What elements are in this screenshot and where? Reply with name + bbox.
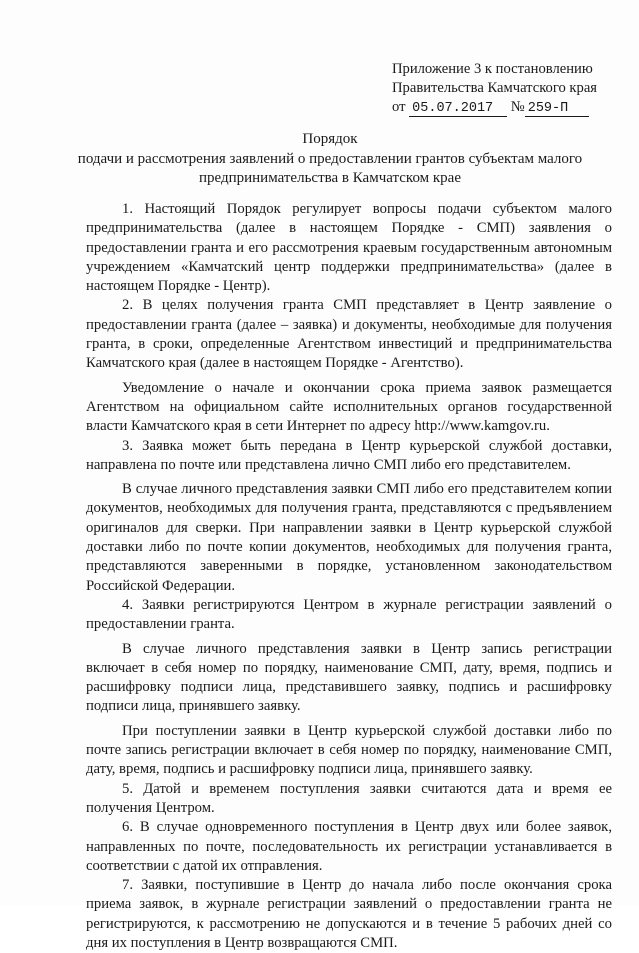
number-prefix: № (510, 99, 525, 115)
paragraph-6: 4. Заявки регистрируются Центром в журнале регистрации заявлений о предоставлении гранта. (86, 596, 612, 633)
document-title (40, 130, 620, 189)
appendix-date-line (392, 98, 622, 117)
paragraph-9: 5. Датой и временем поступления заявки считаются дата и время ее получения Центром. (86, 780, 612, 816)
title-line-3: предпринимательства в Камчатском крае (198, 170, 462, 186)
date-prefix: от (392, 99, 406, 115)
title-line-1: Порядок (302, 131, 358, 147)
appendix-line-1: Приложение 3 к постановлению (392, 61, 593, 77)
decree-number: 259-П (525, 101, 589, 117)
paragraph-8: При поступлении заявки в Центр курьерской службой доставки либо по почте запись регистрации включает в себя номер по порядку, наименование СМП, дату, время, подпись и расшифровку подписи лица, принявшего заявку. (86, 722, 612, 778)
document-body (86, 200, 612, 953)
paragraph-5: В случае личного представления заявки СМП либо его представителем копии документов, необходимых для получения гранта, представляются с предъявлением оригиналов для сверки. При направлении заявки в Центр курьерской службой доставки либо по почте копии документов, необходимых для получения гранта, представляются заверенными в порядке, установленном законодательством Российской Федерации. (86, 481, 612, 594)
paragraph-11: 7. Заявки, поступившие в Центр до начала либо после окончания срока приема заявок, в журнале регистрации заявлений о предоставлении гранта не регистрируются, к рассмотрению не допускаются и в течение 5 рабочих дней со дня их поступления в Центр возвращаются СМП. (86, 877, 612, 951)
decree-date: 05.07.2017 (409, 101, 507, 117)
paragraph-2: 2. В целях получения гранта СМП представляет в Центр заявление о предоставлении гранта (далее – заявка) и документы, необходимые для получения гранта, в сроки, определенные Агентством инвестиций и предпринимательства Камчатского края (далее в настоящем Порядке - Агентство). (86, 297, 612, 372)
appendix-header (392, 60, 622, 117)
paragraph-7: В случае личного представления заявки в Центр запись регистрации включает в себя номер по порядку, наименование СМП, дату, время, подпись и расшифровку подписи лица, представившего заявку, подпись и расшифровку подписи лица, принявшего заявку. (86, 640, 612, 715)
paragraph-3: Уведомление о начале и окончании срока приема заявок размещается Агентством на официальном сайте исполнительных органов государственной власти Камчатского края в сети Интернет по адресу http://www.kamgov.ru. (86, 379, 612, 435)
title-line-2: подачи и рассмотрения заявлений о предоставлении грантов субъектам малого (77, 150, 583, 167)
paragraph-10: 6. В случае одновременного поступления в Центр двух или более заявок, направленных по почте, последовательность их регистрации устанавливается в соответствии с датой их отправления. (86, 819, 612, 874)
appendix-line-2: Правительства Камчатского края (392, 80, 598, 96)
paragraph-1: 1. Настоящий Порядок регулирует вопросы подачи субъектом малого предпринимательства (далее в настоящем Порядке - СМП) заявления о предоставлении гранта и его рассмотрения краевым государственным автономным учреждением «Камчатский центр поддержки предпринимательства» (далее в настоящем Порядке - Центр). (86, 201, 612, 295)
paragraph-4: 3. Заявка может быть передана в Центр курьерской службой доставки, направлена по почте или представлена лично СМП либо его представителем. (86, 437, 612, 473)
